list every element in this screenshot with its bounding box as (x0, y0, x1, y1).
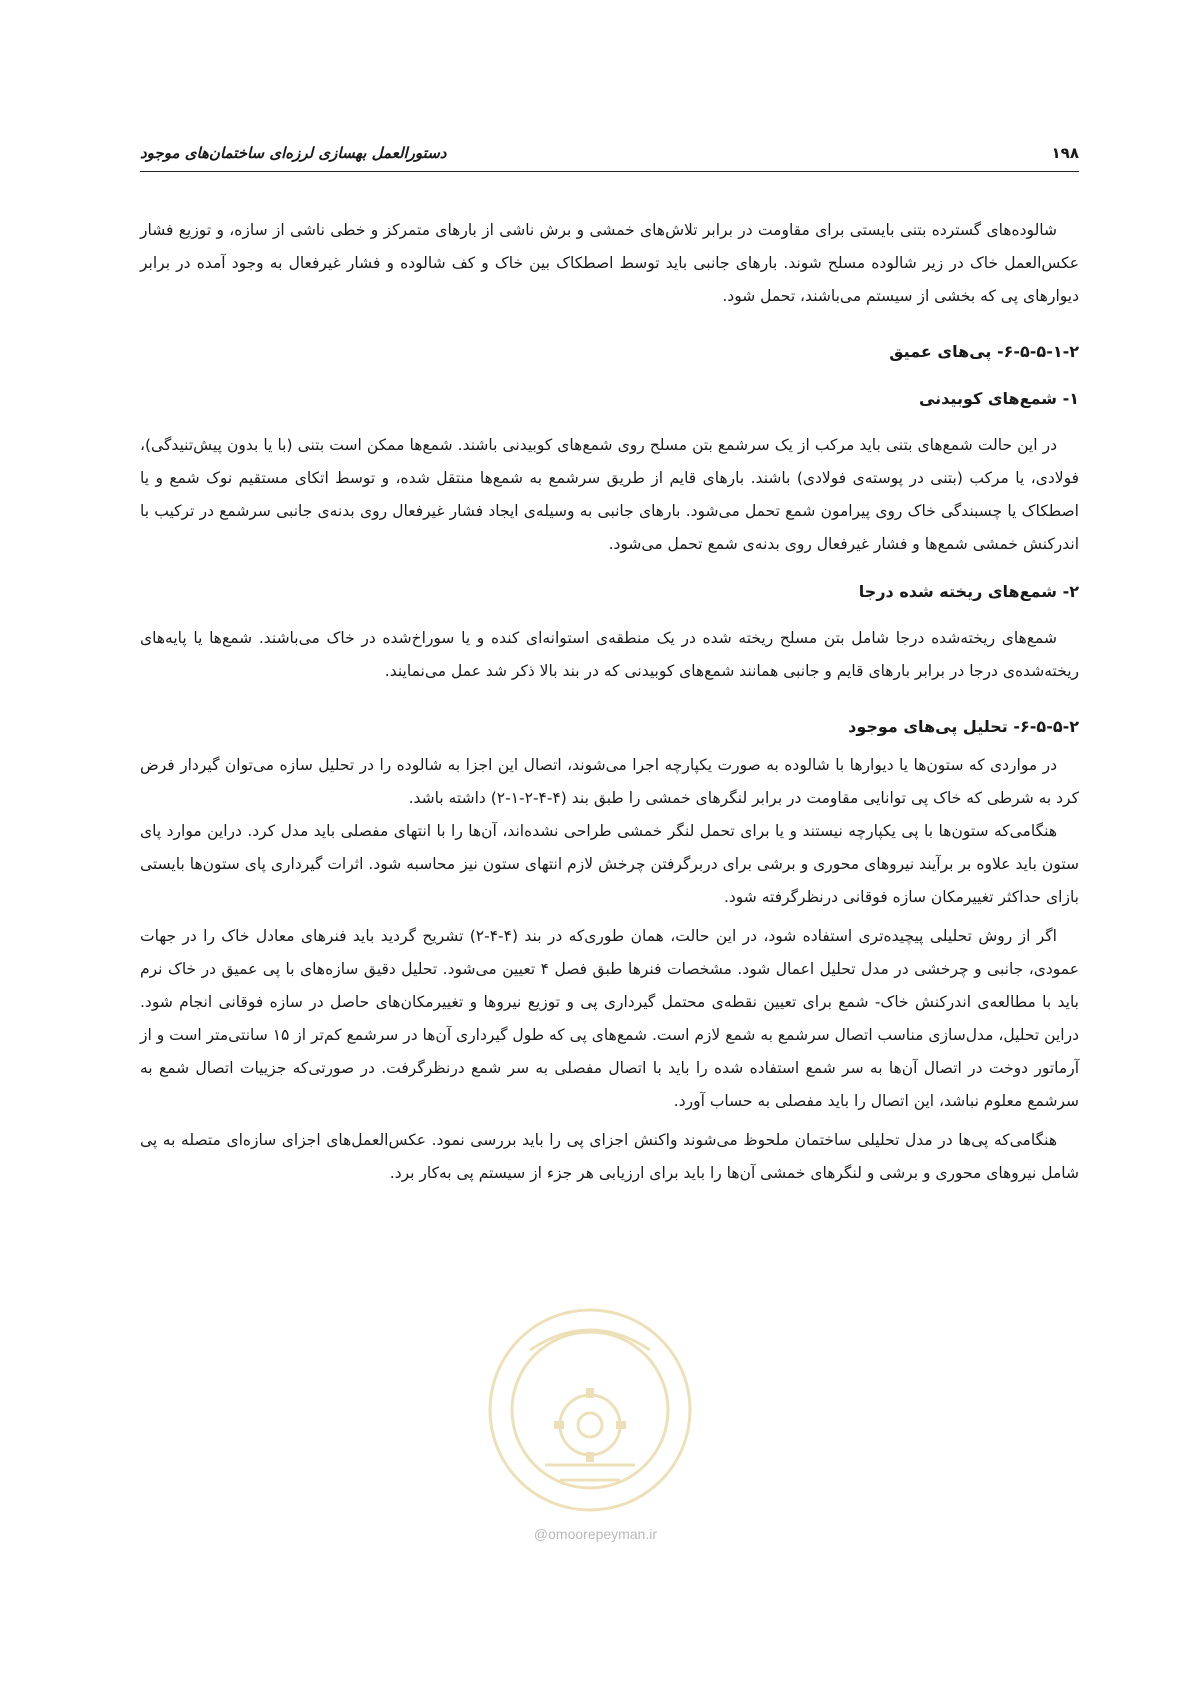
header-divider (140, 171, 1079, 172)
running-header (140, 138, 1079, 168)
heading-cast-in-place-piles: ۲- شمع‌های ریخته شده درجا (858, 582, 1079, 601)
paragraph-analysis-2: هنگامی‌که ستون‌ها با پی یکپارچه نیستند و یا برای تحمل لنگر خمشی طراحی نشده‌اند، آن‌ها را با انتهای مفصلی باید مدل کرد. دراین موارد پای ستون باید علاوه بر برآیند نیروهای محوری و برشی برای دربرگرفتن چرخش لازم انتهای ستون نیز محاسبه شود. اثرات گیرداری پای ستون‌ها بایستی بازای حداکثر تغییرمکان سازه فوقانی درنظرگرفته شود. (140, 822, 1079, 906)
heading-deep-foundations: ۶-۵-۵-۱-۲- پی‌های عمیق (889, 342, 1079, 361)
body-text (140, 214, 1079, 1190)
paragraph-driven-piles: در این حالت شمع‌های بتنی باید مرکب از یک سرشمع بتن مسلح روی شمع‌های کوبیدنی باشند. شمع‌ها ممکن است بتنی (با یا بدون پیش‌تنیدگی)، فولادی، یا مرکب (بتنی در پوسته‌ی فولادی) باشند. بارهای قایم از طریق سرشمع به شمع‌ها منتقل شده، و توسط اتکای مستقیم نوک شمع و یا اصطکاک یا چسبندگی خاک روی پیرامون شمع تحمل می‌شود. بارهای جانبی به وسیله‌ی ایجاد فشار غیرفعال روی بدنه‌ی جانبی سرشمع در ترکیب با اندرکنش خمشی شمع‌ها و فشار غیرفعال روی بدنه‌ی شمع تحمل می‌شود. (140, 436, 1079, 553)
paragraph-intro: شالوده‌های گسترده بتنی بایستی برای مقاومت در برابر تلاش‌های خمشی و برش ناشی از بارهای متمرکز و خطی ناشی از سازه، و توزیع فشار عکس‌العمل خاک در زیر شالوده مسلح شوند. بارهای جانبی باید توسط اصطکاک بین خاک و کف شالوده و فشار غیرفعال به وجود آمده در برابر دیوارهای پی که بخشی از سیستم می‌باشند، تحمل شود. (140, 221, 1079, 305)
at-icon: @ (533, 1526, 549, 1542)
heading-existing-foundation-analysis: ۶-۵-۵-۲- تحلیل پی‌های موجود (848, 717, 1079, 736)
watermark-logo (470, 1290, 710, 1530)
paragraph-analysis-1: در مواردی که ستون‌ها یا دیوارها با شالوده به صورت یکپارچه اجرا می‌شوند، اتصال این اجزا به شالوده را در تحلیل سازه می‌توان گیردار فرض کرد به شرطی که خاک پی توانایی مقاومت در برابر لنگرهای خمشی را طبق بند (۴-۴-۲-۱-۲) داشته باشد. (140, 756, 1079, 807)
page-number: ۱۹۸ (1051, 144, 1079, 162)
paragraph-cast-in-place-piles: شمع‌های ریخته‌شده درجا شامل بتن مسلح ریخته شده در یک منطقه‌ی استوانه‌ای کنده و یا سوراخ‌شده در خاک می‌باشند. شمع‌ها یا پایه‌های ریخته‌شده‌ی درجا در برابر بارهای قایم و جانبی همانند شمع‌های کوبیدنی که در بند بالا ذکر شد عمل می‌نمایند. (140, 629, 1079, 680)
book-title: دستورالعمل بهسازی لرزه‌ای ساختمان‌های موجود (140, 144, 447, 162)
heading-driven-piles: ۱- شمع‌های کوبیدنی (918, 389, 1079, 408)
paragraph-analysis-4: هنگامی‌که پی‌ها در مدل تحلیلی ساختمان ملحوظ می‌شوند واکنش اجزای پی را باید بررسی نمود. عکس‌العمل‌های اجزای سازه‌ای متصله به پی شامل نیروهای محوری و برشی و لنگرهای خمشی آن‌ها را باید برای ارزیابی هر جزء از سیستم پی به‌کار برد. (140, 1131, 1079, 1182)
paragraph-analysis-3: اگر از روش تحلیلی پیچیده‌تری استفاده شود، در این حالت، همان طوری‌که در بند (۴-۴-۲) تشریح گردید باید فنرهای معادل خاک را در جهات عمودی، جانبی و چرخشی در مدل تحلیل اعمال شود. مشخصات فنرها طبق فصل ۴ تعیین می‌شود. تحلیل دقیق سازه‌های با پی عمیق در خاک نرم باید با مطالعه‌ی اندرکنش خاک- شمع برای تعیین نقطه‌ی محتمل گیرداری پی و توزیع نیروها و تغییرمکان‌های حاصل در سازه فوقانی انجام شود. دراین تحلیل، مدل‌سازی مناسب اتصال سرشمع به شمع لازم است. شمع‌های پی که طول گیرداری آن‌ها در سرشمع کم‌تر از ۱۵ سانتی‌متر است و از آرماتور دوخت در اتصال آن‌ها به سر شمع استفاده شده را باید با اتصال مفصلی به سر شمع درنظرگرفت. در صورتی‌که جزییات اتصال شمع به سرشمع معلوم نباشد، این اتصال را باید مفصلی به حساب آورد. (140, 927, 1079, 1110)
watermark-url: @omoorepeyman.ir (533, 1526, 658, 1542)
